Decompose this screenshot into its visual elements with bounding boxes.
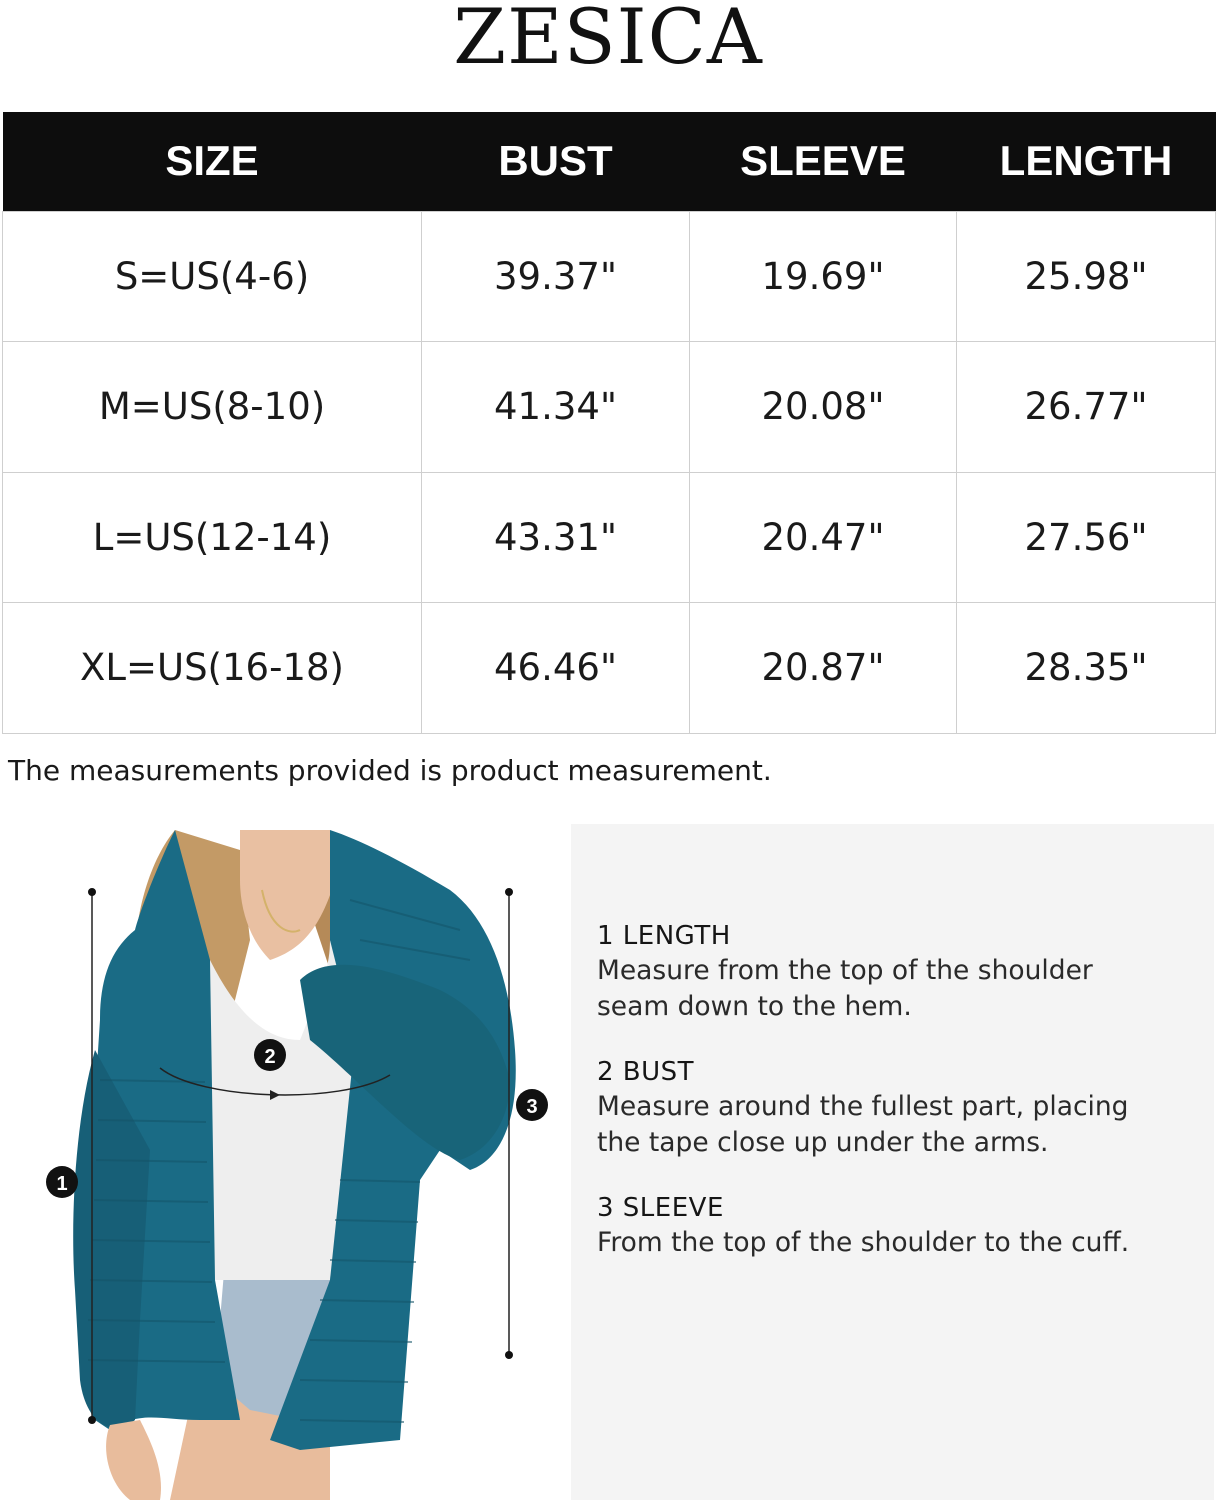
- cell-sleeve: 20.08": [690, 342, 957, 473]
- cell-size: M=US(8-10): [3, 342, 422, 473]
- guide-step-desc-line: Measure from the top of the shoulder: [597, 955, 1093, 986]
- measurement-note: The measurements provided is product measurement.: [8, 754, 772, 787]
- cell-length: 26.77": [957, 342, 1216, 473]
- cell-length: 27.56": [957, 472, 1216, 603]
- header-bust: BUST: [422, 112, 690, 211]
- guide-step-desc-line: the tape close up under the arms.: [597, 1127, 1049, 1158]
- guide-step-title: 1 LENGTH: [597, 921, 731, 951]
- guide-step-sleeve: [597, 1193, 1129, 1261]
- marker-1-label: 1: [56, 1173, 68, 1195]
- guide-step-length: [597, 921, 1093, 1025]
- measurement-guide-panel: [571, 824, 1214, 1500]
- guide-step-desc-line: Measure around the fullest part, placing: [597, 1091, 1129, 1122]
- cell-bust: 46.46": [422, 603, 690, 734]
- product-photo: [0, 820, 570, 1500]
- cell-size: L=US(12-14): [3, 472, 422, 603]
- marker-3-label: 3: [526, 1096, 538, 1118]
- cell-sleeve: 20.47": [690, 472, 957, 603]
- cell-sleeve: 20.87": [690, 603, 957, 734]
- guide-step-bust: [597, 1057, 1129, 1161]
- cardigan-illustration: [0, 820, 570, 1500]
- hand-skin: [106, 1420, 161, 1500]
- guide-step-desc: [597, 1225, 1129, 1261]
- table-row: [3, 342, 1216, 473]
- cell-bust: 41.34": [422, 342, 690, 473]
- cell-bust: 43.31": [422, 472, 690, 603]
- sleeve-line-dot-top: [505, 888, 513, 896]
- guide-step-desc-line: From the top of the shoulder to the cuff.: [597, 1227, 1130, 1258]
- cell-bust: 39.37": [422, 211, 690, 342]
- header-sleeve: SLEEVE: [690, 112, 957, 211]
- header-size: SIZE: [3, 112, 422, 211]
- header-length: LENGTH: [957, 112, 1216, 211]
- table-row: [3, 603, 1216, 734]
- length-line-dot-bottom: [88, 1416, 96, 1424]
- guide-step-title: 3 SLEEVE: [597, 1193, 724, 1223]
- guide-step-desc: [597, 953, 1093, 1025]
- cell-length: 25.98": [957, 211, 1216, 342]
- size-chart-table: [2, 112, 1216, 734]
- cell-sleeve: 19.69": [690, 211, 957, 342]
- marker-2-label: 2: [264, 1046, 276, 1068]
- table-row: [3, 472, 1216, 603]
- sleeve-line-dot-bottom: [505, 1351, 513, 1359]
- guide-step-desc: [597, 1089, 1129, 1161]
- cell-size: XL=US(16-18): [3, 603, 422, 734]
- guide-step-desc-line: seam down to the hem.: [597, 991, 912, 1022]
- guide-step-title: 2 BUST: [597, 1057, 695, 1087]
- cell-length: 28.35": [957, 603, 1216, 734]
- brand-logo: ZESICA: [453, 0, 763, 81]
- length-line-dot-top: [88, 888, 96, 896]
- cell-size: S=US(4-6): [3, 211, 422, 342]
- table-row: [3, 211, 1216, 342]
- table-header-row: [3, 112, 1216, 211]
